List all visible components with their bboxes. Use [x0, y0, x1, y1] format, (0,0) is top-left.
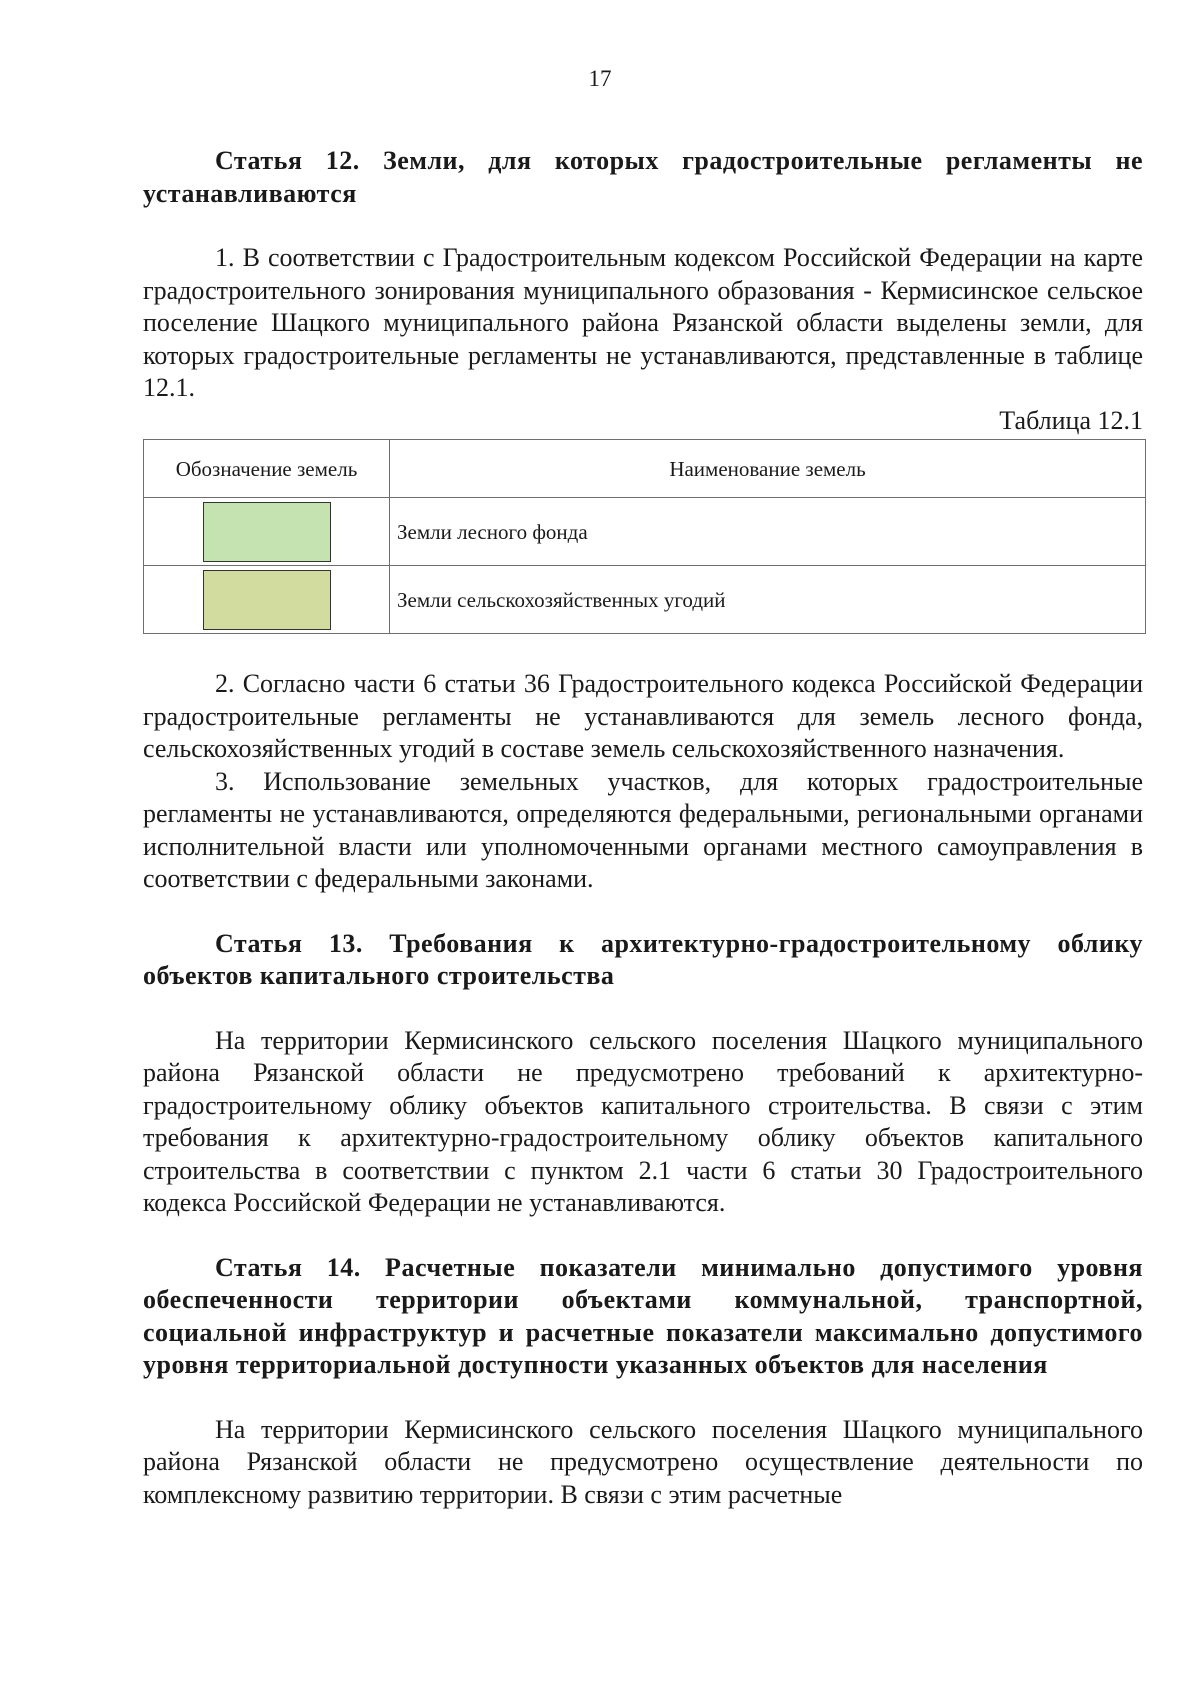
- forest-land-swatch: [203, 502, 331, 562]
- article-14-paragraph-1: На территории Кермисинского сельского поселения Шацкого муниципального района Рязанской области не предусмотрено осуществление деятельности по комплексному развитию территории. В связи с этим расчетные: [143, 1414, 1143, 1509]
- symbol-cell: [144, 566, 390, 634]
- article-12-paragraph-2: 2. Согласно части 6 статьи 36 Градостроительного кодекса Российской Федерации градостроительные регламенты не устанавливаются для земель лесного фонда, сельскохозяйственных угодий в составе земель сельскохозяйственного назначения.: [143, 669, 1143, 763]
- table-header-row: [144, 440, 1146, 498]
- table-row: [144, 566, 1146, 634]
- article-12-paragraph-1: 1. В соответствии с Градостроительным кодексом Российской Федерации на карте градостроительного зонирования муниципального образования - Кермисинское сельское поселение Шацкого муниципального района Рязанской области выделены земли, для которых градостроительные регламенты не устанавливаются, представленные в таблице 12.1.: [143, 243, 1143, 402]
- article-13-paragraph-1: На территории Кермисинского сельского поселения Шацкого муниципального района Рязанской области не предусмотрено требований к архитектурно-градостроительному облику объектов капитального строительства. В связи с этим требования к архитектурно-градостроительному облику объектов капитального строительства в соответствии с пунктом 2.1 части 6 статьи 30 Градостроительного кодекса Российской Федерации не устанавливаются.: [143, 1025, 1143, 1217]
- article-12-heading: Статья 12. Земли, для которых градостроительные регламенты не устанавливаются: [143, 146, 1143, 208]
- page-number: 17: [588, 66, 612, 91]
- header-symbol: Обозначение земель: [144, 440, 390, 498]
- agricultural-land-swatch: [203, 570, 331, 630]
- article-13-heading: Статья 13. Требования к архитектурно-градостроительному облику объектов капитального строительства: [143, 928, 1143, 990]
- symbol-cell: [144, 498, 390, 566]
- article-12-paragraph-3: 3. Использование земельных участков, для которых градостроительные регламенты не устанавливаются, определяются федеральными, региональными органами исполнительной власти или уполномоченными органами местного самоуправления в соответствии с федеральными законами.: [143, 766, 1143, 893]
- lands-table: [143, 439, 1146, 634]
- name-cell: Земли лесного фонда: [390, 498, 1146, 566]
- document-body: [143, 145, 1143, 1511]
- table-row: [144, 498, 1146, 566]
- header-name: Наименование земель: [390, 440, 1146, 498]
- article-14-heading: Статья 14. Расчетные показатели минимально допустимого уровня обеспеченности территории объектами коммунальной, транспортной, социальной инфраструктур и расчетные показатели максимально допустимого уровня территориальной доступности указанных объектов для населения: [143, 1252, 1143, 1379]
- name-cell: Земли сельскохозяйственных угодий: [390, 566, 1146, 634]
- table-caption: Таблица 12.1: [999, 405, 1143, 435]
